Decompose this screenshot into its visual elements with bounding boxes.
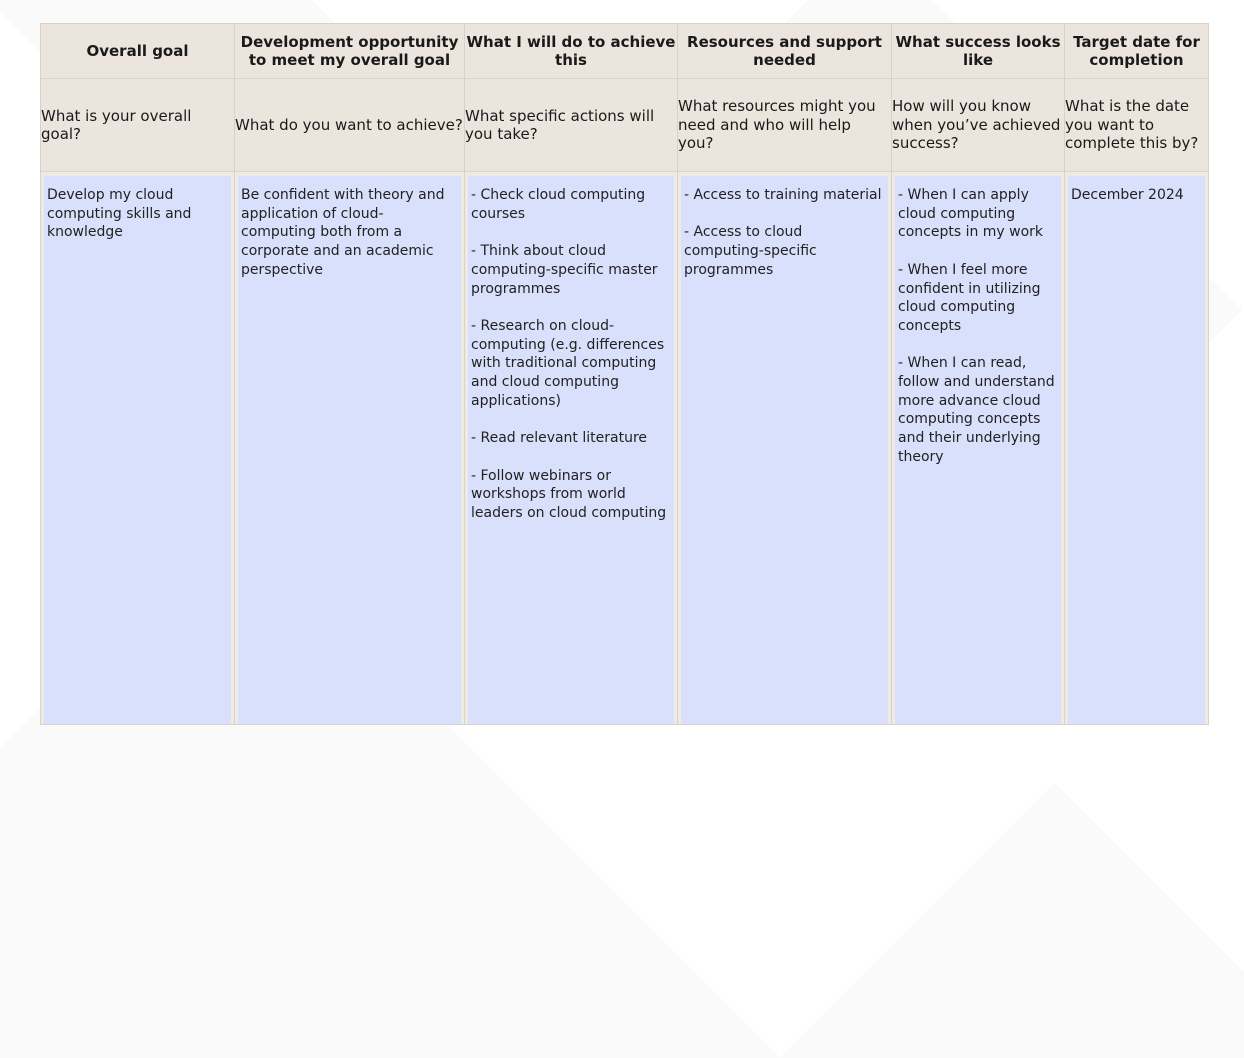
column-title-resources: Resources and support needed: [678, 24, 892, 79]
answer-row: [41, 172, 1209, 725]
column-title-success: What success looks like: [892, 24, 1065, 79]
development-plan-table: [40, 23, 1209, 725]
answer-actions[interactable]: - Check cloud computing courses - Think about cloud computing-specific master programmes - Research on cloud-computing (e.g. differences with traditional computing and cloud computing applications) - Read relevant literature - Follow webinars or workshops from world leaders on cloud computing: [468, 176, 674, 724]
header-question-row: [41, 79, 1209, 172]
answer-resources[interactable]: - Access to training material - Access to cloud computing-specific programmes: [681, 176, 888, 724]
answer-cell: [41, 172, 235, 725]
answer-cell: [678, 172, 892, 725]
answer-success[interactable]: - When I can apply cloud computing concepts in my work - When I feel more confident in utilizing cloud computing concepts - When I can read, follow and understand more advance cloud computing concepts and their underlying theory: [895, 176, 1061, 724]
column-title-target-date: Target date for completion: [1065, 24, 1209, 79]
answer-cell: [465, 172, 678, 725]
answer-overall-goal[interactable]: Develop my cloud computing skills and knowledge: [44, 176, 231, 724]
column-title-development-opportunity: Development opportunity to meet my overall goal: [235, 24, 465, 79]
column-title-overall-goal: Overall goal: [41, 24, 235, 79]
answer-development-opportunity[interactable]: Be confident with theory and application of cloud-computing both from a corporate and an academic perspective: [238, 176, 461, 724]
answer-cell: [235, 172, 465, 725]
answer-cell: [892, 172, 1065, 725]
column-question-overall-goal: What is your overall goal?: [41, 79, 235, 172]
column-question-development-opportunity: What do you want to achieve?: [235, 79, 465, 172]
column-question-target-date: What is the date you want to complete this by?: [1065, 79, 1209, 172]
answer-target-date[interactable]: December 2024: [1068, 176, 1205, 724]
column-question-success: How will you know when you’ve achieved success?: [892, 79, 1065, 172]
column-question-resources: What resources might you need and who will help you?: [678, 79, 892, 172]
answer-cell: [1065, 172, 1209, 725]
header-title-row: [41, 24, 1209, 79]
column-question-actions: What specific actions will you take?: [465, 79, 678, 172]
column-title-actions: What I will do to achieve this: [465, 24, 678, 79]
